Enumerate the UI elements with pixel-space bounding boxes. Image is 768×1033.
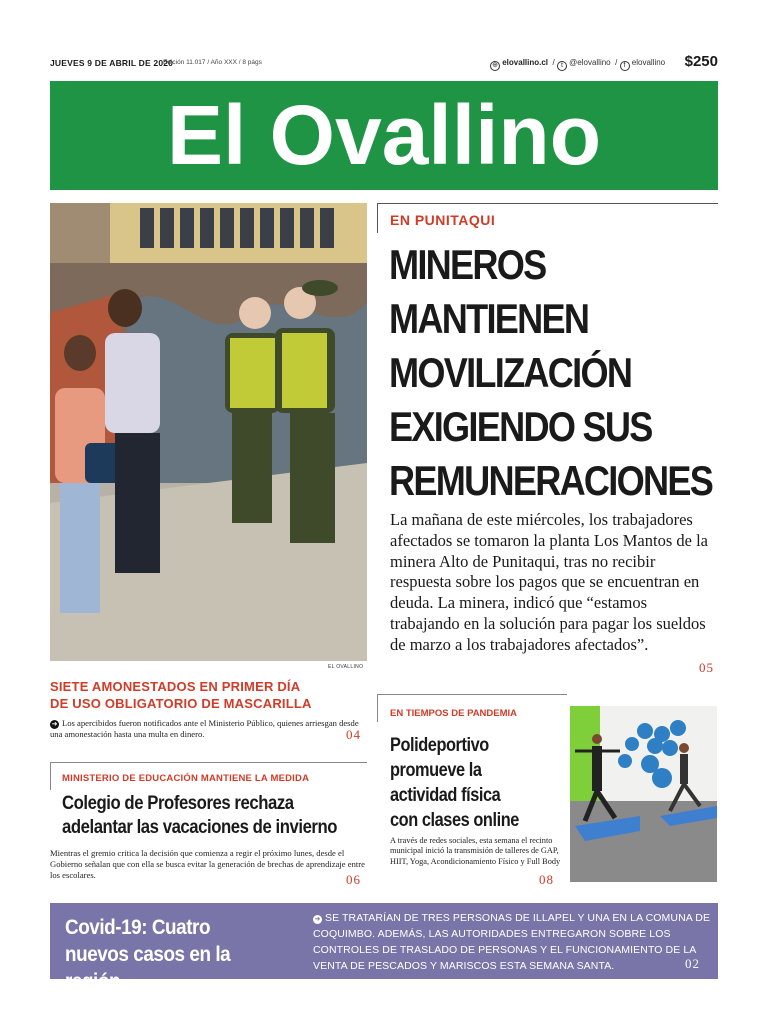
main-story-rule-vertical bbox=[377, 203, 378, 233]
headline-line: EXIGIENDO SUS bbox=[389, 403, 652, 450]
arrow-right-icon: ➜ bbox=[51, 720, 58, 728]
issue-date: JUEVES 9 DE ABRIL DE 2020 bbox=[50, 58, 174, 68]
title-line: promueve la bbox=[390, 760, 482, 781]
twitter-handle[interactable]: @elovallino bbox=[569, 58, 611, 67]
covid-body: SE TRATARÍAN DE TRES PERSONAS DE ILLAPEL Y UNA EN LA COMUNA DE COQUIMBO. ADEMÁS, LAS AUTORIDADES ENTREGARON SOBRE LOS CONTROLES DE TRASLADO DE PERSONAS Y EL FUNCIONAMIENTO DE LA VENTA DE PESCADOS Y MARISCOS ESTA SEMANA SANTA. bbox=[313, 912, 711, 972]
story-poli-kicker: EN TIEMPOS DE PANDEMIA bbox=[390, 708, 518, 719]
masthead bbox=[50, 81, 718, 190]
title-line: DE USO OBLIGATORIO DE MASCARILLA bbox=[50, 696, 312, 711]
title-line: con clases online bbox=[390, 810, 519, 831]
story-colegio-text: Mientras el gremio critica la decisión que comienza a regir el próximo lunes, desde el Gobierno señalan que con ella se busca evitar la generación de brechas de aprendizaje entre los escolares. bbox=[50, 848, 365, 880]
covid-page: 02 bbox=[685, 956, 700, 971]
title-line: actividad física bbox=[390, 785, 501, 806]
story-poli-page: 08 bbox=[539, 872, 554, 887]
story-colegio-title bbox=[62, 792, 338, 840]
photo-credit: EL OVALLINO bbox=[328, 664, 364, 670]
title-line: SIETE AMONESTADOS EN PRIMER DÍA bbox=[50, 679, 301, 694]
covid-text bbox=[313, 910, 713, 974]
story-mascarilla-text bbox=[50, 718, 367, 740]
headline-line: REMUNERACIONES bbox=[389, 457, 713, 504]
main-story-photo bbox=[50, 203, 367, 661]
section-divider bbox=[377, 694, 567, 695]
headline-line: MANTIENEN bbox=[389, 295, 589, 342]
main-story-rule bbox=[377, 203, 718, 204]
headline-line: MINEROS bbox=[389, 241, 546, 288]
covid-bar[interactable] bbox=[50, 903, 718, 993]
story-colegio-kicker: MINISTERIO DE EDUCACIÓN MANTIENE LA MEDIDA bbox=[62, 773, 310, 784]
section-divider-vertical bbox=[50, 762, 51, 790]
top-info-bar bbox=[50, 53, 718, 70]
main-story-lead: La mañana de este miércoles, los trabajadores afectados se tomaron la planta Los Mantos de la minera Alto de Punitaqui, tras no recibir respuesta sobre los pagos que se encuentran en deuda. La minera, indicó que “estamos trabajando en la solución para pagar los sueldos de marzo a los trabajadores afectados”. bbox=[390, 510, 708, 654]
title-line: Polideportivo bbox=[390, 735, 489, 756]
covid-title: Covid-19: Cuatro nuevos casos en la región bbox=[65, 916, 231, 993]
website-link[interactable]: elovallino.cl bbox=[502, 58, 549, 67]
main-story-kicker: EN PUNITAQUI bbox=[390, 212, 496, 228]
section-divider-vertical bbox=[377, 694, 378, 722]
facebook-handle[interactable]: elovallino bbox=[631, 58, 666, 67]
main-story-page: 05 bbox=[699, 660, 714, 675]
section-divider bbox=[50, 762, 367, 763]
main-headline[interactable] bbox=[389, 238, 713, 508]
facebook-icon: f bbox=[620, 61, 630, 71]
cover-price: $250 bbox=[684, 53, 718, 70]
yoga-class-photo bbox=[570, 706, 717, 882]
arrow-right-icon: ➜ bbox=[314, 916, 321, 923]
globe-icon: ⊕ bbox=[490, 61, 500, 71]
story-poli-text: A través de redes sociales, esta semana el recinto municipal inició la transmisión de talleres de GAP, HIIT, Yoga, Acondicionamiento Físico y Full Body bbox=[390, 836, 561, 866]
story-mascarilla-title bbox=[50, 678, 367, 712]
twitter-icon: t bbox=[557, 61, 567, 71]
headline-line: MOVILIZACIÓN bbox=[389, 349, 632, 396]
newspaper-logo: El Ovallino bbox=[166, 88, 602, 182]
title-line: Colegio de Profesores rechaza bbox=[62, 793, 294, 814]
story-poli-title bbox=[390, 733, 553, 833]
social-links: ⊕ elovallino.cl / t @elovallino / f elovallino bbox=[490, 58, 665, 71]
story-mascarilla-page: 04 bbox=[346, 727, 361, 742]
title-line: adelantar las vacaciones de invierno bbox=[62, 817, 338, 838]
story-mascarilla-body: Los apercibidos fueron notificados ante el Ministerio Público, quienes arriesgan desde una amonestación hasta una multa en dinero. bbox=[50, 718, 359, 739]
story-colegio-page: 06 bbox=[346, 872, 361, 887]
story-mascarilla[interactable] bbox=[50, 678, 367, 740]
edition-info: Edición 11.017 / Año XXX / 8 págs bbox=[163, 59, 262, 66]
